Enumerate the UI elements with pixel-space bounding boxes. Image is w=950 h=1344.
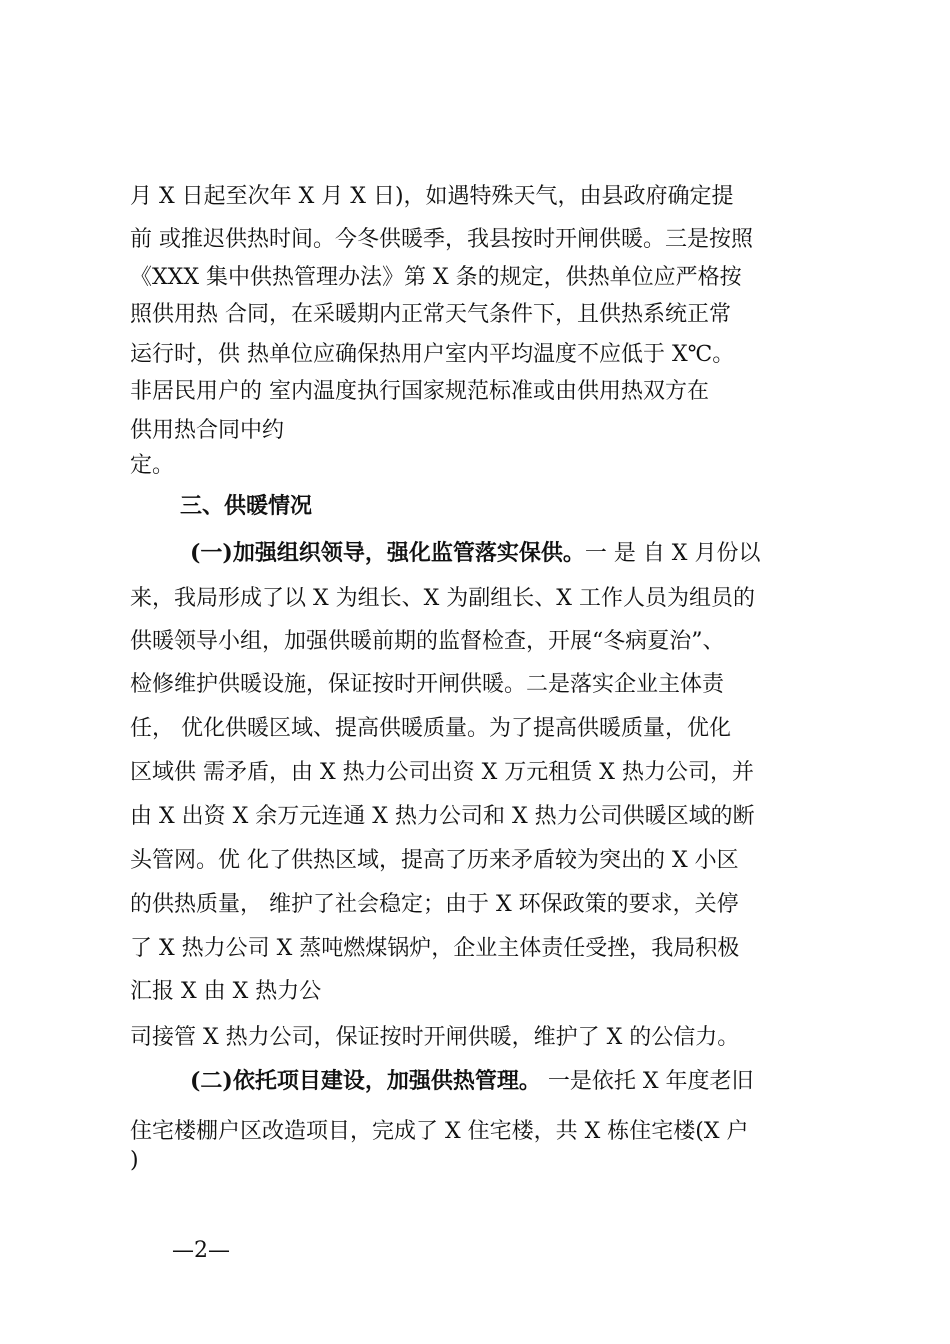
body-text-span: 一 是 自 X 月份以	[584, 541, 761, 566]
body-text-line: )	[130, 1148, 139, 1173]
section-heading: 三、供暖情况	[180, 493, 313, 519]
subsection-heading: (二)依托项目建设，加强供热管理。	[190, 1068, 541, 1094]
body-text-line: 前 或推迟供热时间。今冬供暖季，我县按时开闸供暖。三是按照	[130, 227, 753, 252]
body-text-line: 了 X 热力公司 X 蒸吨燃煤锅炉，企业主体责任受挫，我局积极	[130, 936, 740, 961]
body-text-line	[190, 538, 835, 569]
body-text-line: 任， 优化供暖区域、提高供暖质量。为了提高供暖质量，优化	[130, 716, 731, 741]
body-text-line: 运行时，供 热单位应确保热用户室内平均温度不应低于 X℃。	[130, 342, 735, 367]
body-text-line: 住宅楼棚户区改造项目，完成了 X 住宅楼，共 X 栋住宅楼(X 户	[130, 1119, 749, 1144]
body-text-line: 供用热合同中约	[130, 418, 285, 443]
body-text-line: 的供热质量， 维护了社会稳定；由于 X 环保政策的要求，关停	[130, 892, 739, 917]
body-text-line: 检修维护供暖设施，保证按时开闸供暖。二是落实企业主体责	[130, 672, 725, 697]
body-text-line: 头管网。优 化了供热区域，提高了历来矛盾较为突出的 X 小区	[130, 848, 739, 873]
body-text-span: 一是依托 X 年度老旧	[540, 1069, 754, 1094]
body-text-line: 《XXX 集中供热管理办法》第 X 条的规定，供热单位应严格按	[130, 265, 742, 290]
body-text-line	[190, 1066, 835, 1097]
body-text-line: 来，我局形成了以 X 为组长、X 为副组长、X 工作人员为组员的	[130, 586, 755, 611]
body-text-line: 由 X 出资 X 余万元连通 X 热力公司和 X 热力公司供暖区域的断	[130, 804, 755, 829]
body-text-line: 汇报 X 由 X 热力公	[130, 979, 322, 1004]
body-text-line: 司接管 X 热力公司，保证按时开闸供暖，维护了 X 的公信力。	[130, 1025, 740, 1050]
subsection-heading: (一)加强组织领导，强化监管落实保供。	[190, 540, 585, 566]
body-text-line: 照供用热 合同，在采暖期内正常天气条件下，且供热系统正常	[130, 302, 731, 327]
body-text-line: 月 X 日起至次年 X 月 X 日)，如遇特殊天气，由县政府确定提	[130, 184, 734, 209]
body-text-line: 非居民用户的 室内温度执行国家规范标准或由供用热双方在	[130, 379, 709, 404]
body-text-line: 区域供 需矛盾，由 X 热力公司出资 X 万元租赁 X 热力公司，并	[130, 760, 754, 785]
body-text-line: 供暖领导小组，加强供暖前期的监督检查，开展“冬病夏治”、	[130, 629, 725, 654]
page-number: —2—	[172, 1238, 230, 1263]
body-text-line: 定。	[130, 453, 175, 478]
